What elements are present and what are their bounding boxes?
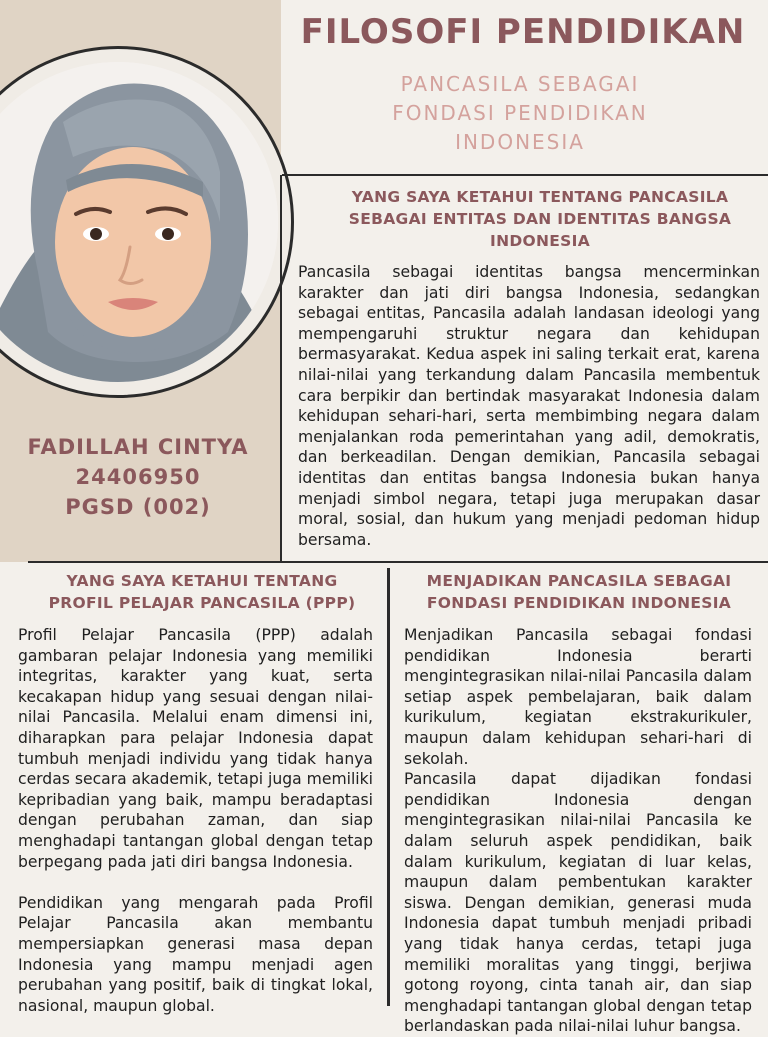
subtitle-line: PANCASILA SEBAGAI bbox=[400, 72, 640, 96]
page-subtitle bbox=[330, 70, 710, 157]
top-horizontal-divider bbox=[282, 174, 768, 176]
middle-horizontal-divider bbox=[28, 561, 768, 563]
heading-line: PROFIL PELAJAR PANCASILA (PPP) bbox=[48, 594, 356, 612]
subtitle-line: INDONESIA bbox=[455, 130, 585, 154]
section-ppp-body bbox=[18, 625, 373, 1016]
top-vertical-divider bbox=[280, 175, 282, 561]
paragraph: Pancasila sebagai identitas bangsa mencerminkan karakter dan jati diri bangsa Indonesia, sedangkan sebagai entitas, Pancasila adalah landasan ideologi yang mempengaruhi struktur negara dan kehidupan bermasyarakat. Kedua aspek ini saling terkait erat, karena nilai-nilai yang terkandung dalam Pancasila membentuk cara berpikir dan bertindak masyarakat Indonesia dalam kehidupan sehari-hari, serta membimbing negara dalam menjalankan roda pemerintahan yang adil, demokratis, dan berkeadilan. Dengan demikian, Pancasila sebagai identitas dan entitas bangsa Indonesia bukan hanya menjadi simbol negara, tetapi juga merupakan dasar moral, sosial, dan hukum yang menjadi pedoman hidup bersama. bbox=[298, 263, 760, 549]
heading-line: INDONESIA bbox=[490, 232, 590, 250]
section-foundation-body bbox=[404, 625, 752, 1037]
paragraph-spacer bbox=[18, 872, 373, 893]
paragraph: Profil Pelajar Pancasila (PPP) adalah gambaran pelajar Indonesia yang memiliki integritas, karakter yang kuat, serta kecakapan hidup yang sesuai dengan nilai-nilai Pancasila. Melalui enam dimensi ini, diharapkan para pelajar Indonesia dapat tumbuh menjadi individu yang tidak hanya cerdas secara akademik, tetapi juga memiliki kepribadian yang baik, mampu beradaptasi dengan perubahan zaman, dan siap menghadapi tantangan global dengan tetap berpegang pada jati diri bangsa Indonesia. bbox=[18, 626, 373, 871]
student-class: PGSD (002) bbox=[65, 495, 211, 519]
student-id: 24406950 bbox=[75, 465, 201, 489]
heading-line: YANG SAYA KETAHUI TENTANG PANCASILA bbox=[351, 188, 729, 206]
heading-line: FONDASI PENDIDIKAN INDONESIA bbox=[426, 594, 732, 612]
paragraph: Pendidikan yang mengarah pada Profil Pelajar Pancasila akan membantu mempersiapkan generasi masa depan Indonesia yang mampu menjadi agen perubahan yang positif, baik di tingkat lokal, nasional, maupun global. bbox=[18, 893, 373, 1015]
section-identity-heading bbox=[320, 186, 760, 252]
section-foundation-heading bbox=[398, 570, 760, 614]
heading-line: MENJADIKAN PANCASILA SEBAGAI bbox=[426, 572, 732, 590]
heading-line: YANG SAYA KETAHUI TENTANG bbox=[66, 572, 338, 590]
section-ppp-heading bbox=[20, 570, 384, 614]
section-identity-body bbox=[298, 262, 760, 550]
bottom-vertical-divider bbox=[387, 568, 390, 1006]
paragraph: Menjadikan Pancasila sebagai fondasi pendidikan Indonesia berarti mengintegrasikan nilai-nilai Pancasila dalam setiap aspek pembelajaran, baik dalam kurikulum, kegiatan ekstrakurikuler, maupun dalam kehidupan sehari-hari di sekolah. bbox=[404, 626, 752, 768]
student-identity bbox=[0, 432, 276, 522]
page-title: FILOSOFI PENDIDIKAN bbox=[300, 12, 746, 52]
student-name: FADILLAH CINTYA bbox=[27, 435, 249, 459]
subtitle-line: FONDASI PENDIDIKAN bbox=[392, 101, 648, 125]
heading-line: SEBAGAI ENTITAS DAN IDENTITAS BANGSA bbox=[348, 210, 732, 228]
paragraph: Pancasila dapat dijadikan fondasi pendidikan Indonesia dengan mengintegrasikan nilai-nilai Pancasila ke dalam seluruh aspek pendidikan, baik dalam kurikulum, kegiatan di luar kelas, maupun dalam pembentukan karakter siswa. Dengan demikian, generasi muda Indonesia dapat tumbuh menjadi pribadi yang tidak hanya cerdas, tetapi juga memiliki moralitas yang tinggi, berjiwa gotong royong, cinta tanah air, dan siap menghadapi tantangan global dengan tetap berlandaskan pada nilai-nilai luhur bangsa. bbox=[404, 770, 752, 1036]
